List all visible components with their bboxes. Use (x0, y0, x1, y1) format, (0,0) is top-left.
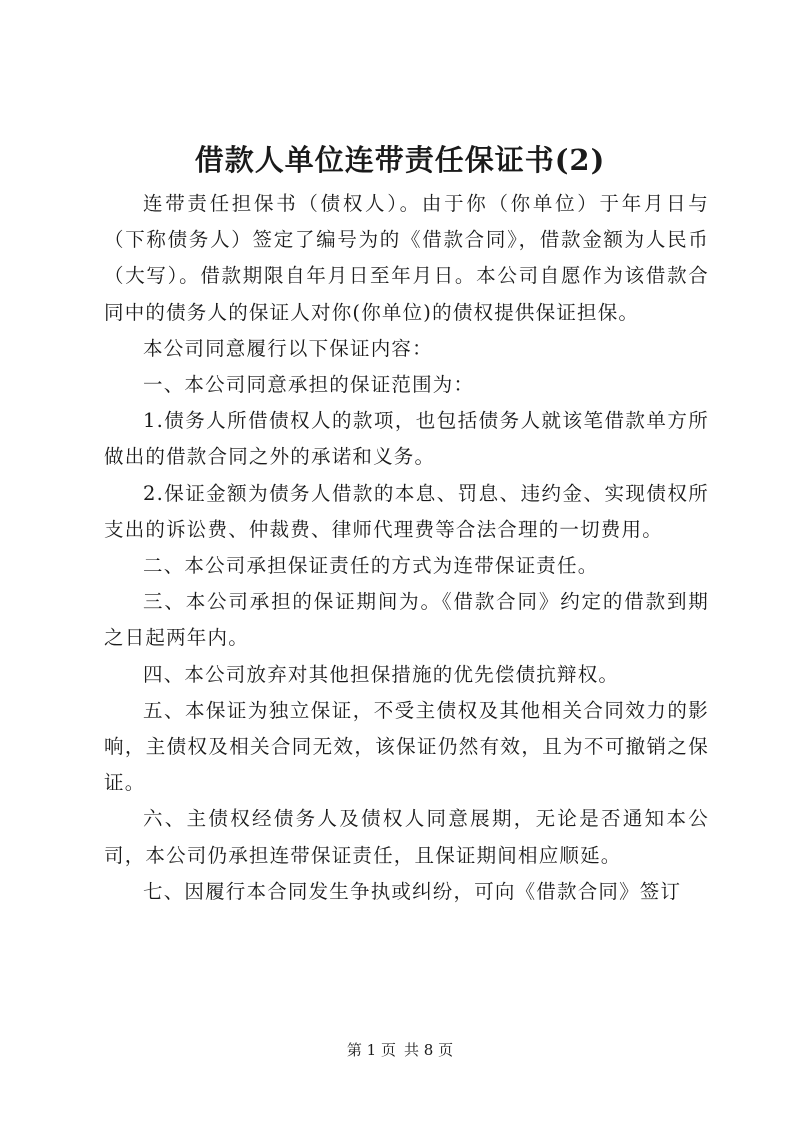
paragraph-clause-4: 四、本公司放弃对其他担保措施的优先偿债抗辩权。 (143, 662, 620, 686)
paragraph-scope-item-1: 1.债务人所借债权人的款项，也包括债务人就该笔借款单方所做出的借款合同之外的承诺和义务。 (104, 409, 709, 469)
paragraph-scope-heading: 一、本公司同意承担的保证范围为： (143, 373, 475, 397)
page-footer (0, 1040, 800, 1060)
paragraph-agree: 本公司同意履行以下保证内容： (143, 336, 433, 360)
paragraph-clause-5: 五、本保证为独立保证，不受主债权及其他相关合同效力的影响，主债权及相关合同无效，该保证仍然有效，且为不可撤销之保证。 (104, 698, 709, 795)
document-body (104, 186, 709, 910)
document-title: 借款人单位连带责任保证书(2) (194, 143, 606, 177)
page-total: 共 8 页 (404, 1041, 454, 1059)
paragraph-clause-7: 七、因履行本合同发生争执或纠纷，可向《借款合同》签订 (143, 879, 682, 903)
page-number: 第 1 页 (346, 1041, 396, 1059)
paragraph-clause-2: 二、本公司承担保证责任的方式为连带保证责任。 (143, 554, 599, 578)
paragraph-clause-6: 六、主债权经债务人及债权人同意展期，无论是否通知本公司，本公司仍承担连带保证责任，且保证期间相应顺延。 (104, 807, 709, 867)
paragraph-intro: 连带责任担保书（债权人）。由于你（你单位）于年月日与（下称债务人）签定了编号为的《借款合同》，借款金额为人民币（大写）。借款期限自年月日至年月日。本公司自愿作为该借款合同中的债务人的保证人对你(你单位)的债权提供保证担保。 (104, 192, 709, 324)
paragraph-scope-item-2: 2.保证金额为债务人借款的本息、罚息、违约金、实现债权所支出的诉讼费、仲裁费、律师代理费等合法合理的一切费用。 (104, 481, 709, 541)
paragraph-clause-3: 三、本公司承担的保证期间为。《借款合同》约定的借款到期之日起两年内。 (104, 590, 709, 650)
